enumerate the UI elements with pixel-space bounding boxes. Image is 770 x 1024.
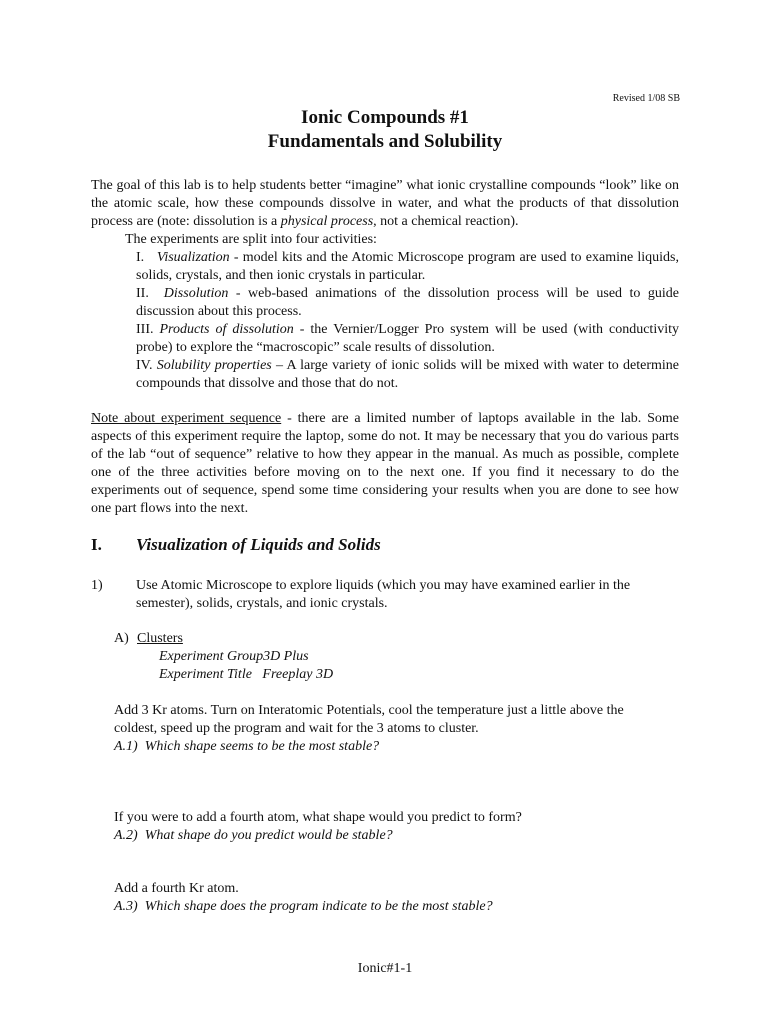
activity-item [136, 285, 679, 321]
intro-text-a: The goal of this lab is to help students better “imagine” what ionic crystalline compounds “look” like on the atomic scale, how these compounds dissolve in water, and what the products of that dissolution process are (note: dissolution is a [91, 178, 679, 229]
activity-item [136, 249, 679, 285]
activity-num: II. [136, 286, 149, 301]
experiment-group: Experiment Group3D Plus [159, 649, 309, 664]
add-fourth-instruction: Add a fourth Kr atom. [114, 881, 239, 896]
activity-name: Dissolution [163, 286, 229, 301]
instruction-line-1: Add 3 Kr atoms. Turn on Interatomic Potentials, cool the temperature just a little above the [114, 703, 624, 718]
revision-note: Revised 1/08 SB [612, 93, 680, 104]
experiment-title: Experiment Title Freeplay 3D [159, 667, 334, 682]
activity-item [136, 357, 679, 393]
activity-name: Products of dissolution [159, 322, 294, 337]
item-line-2: semester), solids, crystals, and ionic crystals. [136, 596, 388, 611]
part-title: Clusters [137, 631, 183, 646]
activity-text: – A large variety of ionic solids will be mixed with water to determine compounds that dissolve and those that do not. [136, 358, 679, 391]
note-text: - there are a limited number of laptops available in the lab. Some aspects of this experiment require the laptop, some do not. It may be necessary that you do various parts of the lab “out of sequence” relative to how they appear in the manual. As much as possible, complete one of the three activities before moving on to the next one. If you find it necessary to do the experiments out of sequence, spend some time considering your results when you are done to see how one part flows into the next. [91, 411, 679, 516]
activity-num: III. [136, 322, 154, 337]
prediction-prompt: If you were to add a fourth atom, what shape would you predict to form? [114, 810, 522, 825]
activity-text: - web-based animations of the dissolution process will be used to guide discussion about this process. [136, 286, 679, 319]
activity-item [136, 321, 679, 357]
section-title: Visualization of Liquids and Solids [136, 535, 381, 554]
activities-intro: The experiments are split into four activities: [125, 232, 377, 247]
instruction-line-2: coldest, speed up the program and wait for the 3 atoms to cluster. [114, 721, 479, 736]
item-line-1: Use Atomic Microscope to explore liquids (which you may have examined earlier in the [136, 578, 631, 593]
intro-paragraph [91, 177, 679, 231]
activity-text: - the Vernier/Logger Pro system will be used (with conductivity probe) to explore the “macroscopic” scale results of dissolution. [136, 322, 679, 355]
section-number: I. [91, 535, 102, 554]
activity-name: Visualization [156, 250, 230, 265]
activity-text: - model kits and the Atomic Microscope program are used to examine liquids, solids, crystals, and then ionic crystals in particular. [136, 250, 680, 283]
question-a2: A.2) What shape do you predict would be stable? [114, 828, 393, 843]
intro-text-b: , not a chemical reaction). [373, 214, 519, 229]
sequence-note [91, 410, 679, 518]
activity-num: I. [136, 250, 145, 265]
intro-emphasis: physical process [280, 214, 374, 229]
title-line-2: Fundamentals and Solubility [267, 131, 503, 152]
note-label: Note about experiment sequence [91, 411, 282, 426]
activity-name: Solubility properties [156, 358, 272, 373]
part-label: A) [114, 631, 129, 646]
question-a3: A.3) Which shape does the program indicate to be the most stable? [114, 899, 493, 914]
title-line-1: Ionic Compounds #1 [301, 107, 469, 128]
activity-num: IV. [136, 358, 153, 373]
question-a1: A.1) Which shape seems to be the most stable? [114, 739, 380, 754]
item-number: 1) [91, 578, 103, 593]
page-number: Ionic#1-1 [357, 961, 413, 976]
